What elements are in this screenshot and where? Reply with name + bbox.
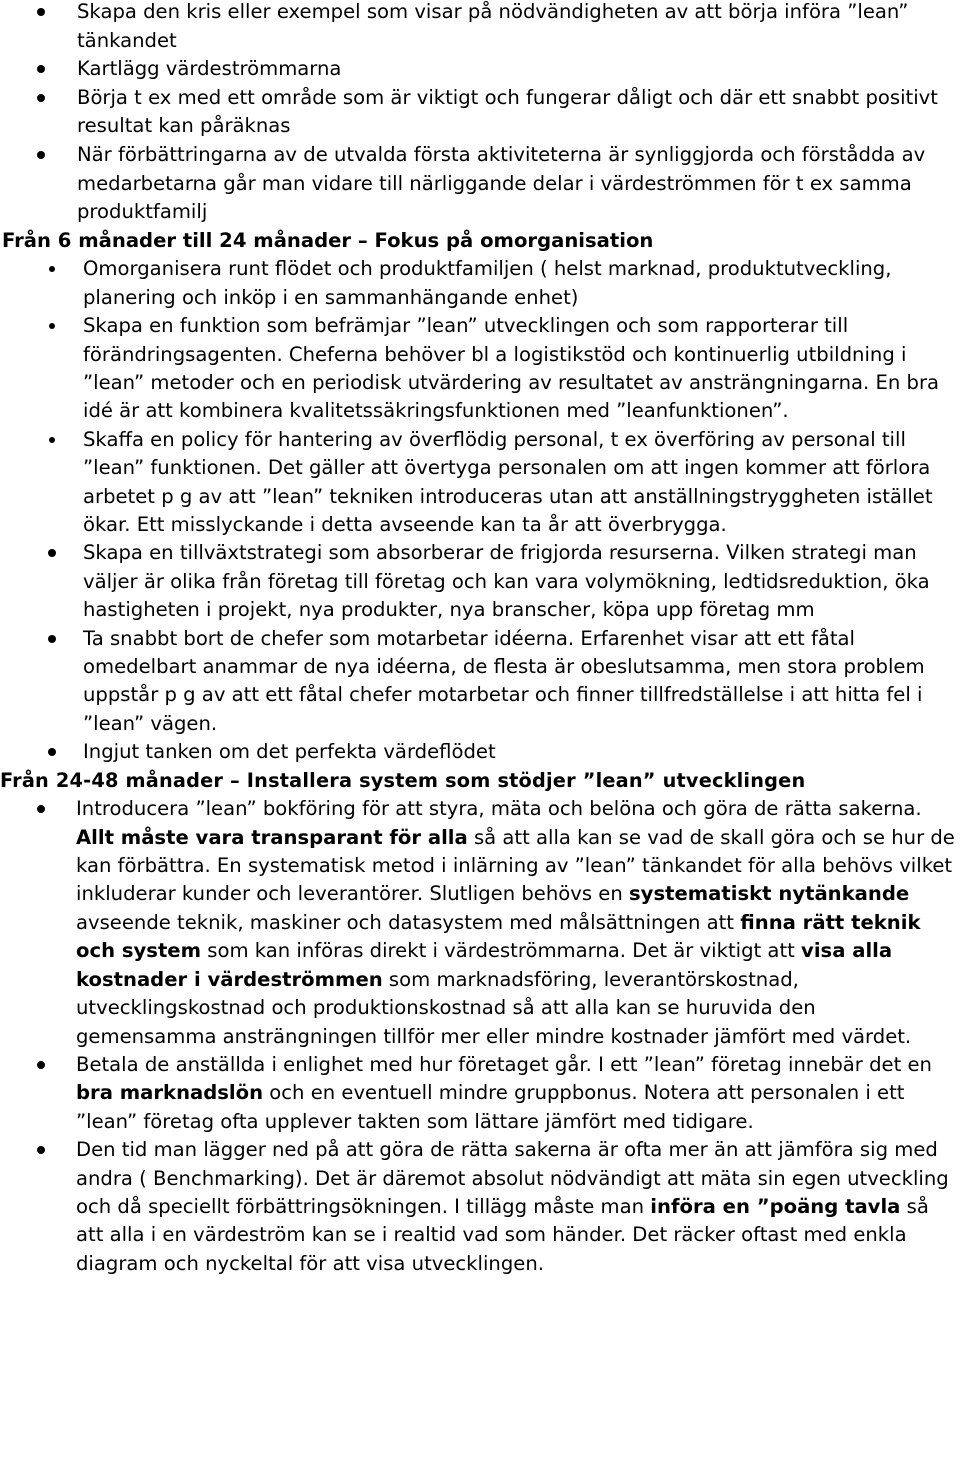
emphasis-text: finna rätt teknik och system: [76, 910, 921, 963]
section-heading-24-48: Från 24-48 månader – Installera system som stödjer ”lean” utvecklingen: [0, 768, 806, 792]
emphasis-text: visa alla kostnader i värdeströmmen: [76, 939, 893, 991]
body-text: Den tid man lägger ned på att göra de rätta sakerna är ofta mer än att jämföra sig med andra ( Benchmarking). Det är däremot absolut nödvändigt att mäta sin egen utveckling och då speciellt förbättringsökningen. I tillägg måste man: [76, 1138, 949, 1218]
body-text: Introducera ”lean” bokföring för att styra, mäta och belöna och göra de rätta sakerna.: [76, 797, 922, 821]
body-text: avseende teknik, maskiner och datasystem med målsättningen att: [76, 910, 741, 934]
emphasis-text: systematiskt nytänkande: [629, 882, 910, 906]
list-item: Skapa en funktion som befrämjar ”lean” utvecklingen och som rapporterar till förändringsagenten. Cheferna behöver bl a logistikstöd och kontinuerlig utbildning i ”lean” metoder och en periodisk utvärdering av resultatet av ansträngningarna. En bra idé är att kombinera kvalitetssäkringsfunktionen med ”leanfunktionen”.: [0, 312, 960, 426]
body-text: och en eventuell mindre gruppbonus. Notera att personalen i ett ”lean” företag ofta upplever takten som lättare jämfört med tidigare.: [76, 1081, 905, 1133]
list-item: Kartlägg värdeströmmarna: [0, 55, 960, 84]
list-item: Börja t ex med ett område som är viktigt och fungerar dåligt och där ett snabbt positivt resultat kan påräknas: [0, 84, 960, 141]
emphasis-text: införa en ”poäng tavla: [650, 1194, 901, 1218]
list-item: [0, 795, 960, 1051]
reorganisation-bullet-list: [0, 255, 960, 766]
list-item: Skapa en tillväxtstrategi som absorberar de frigjorda resurserna. Vilken strategi man väljer är olika från företag till företag och kan vara volymökning, ledtidsreduktion, öka hastigheten i projekt, nya produkter, nya branscher, köpa upp företag mm: [0, 539, 960, 624]
intro-bullet-list: [0, 0, 960, 227]
list-item: När förbättringarna av de utvalda första aktiviteterna är synliggjorda och förstådda av medarbetarna går man vidare till närliggande delar i värdeströmmen för t ex samma produktfamilj: [0, 141, 960, 227]
body-text: som kan införas direkt i värdeströmmarna. Det är viktigt att: [201, 939, 802, 963]
systems-bullet-list: [0, 795, 960, 1278]
list-item: Ta snabbt bort de chefer som motarbetar idéerna. Erfarenhet visar att ett fåtal omedelbart anammar de nya idéerna, de flesta är obeslutsamma, men stora problem uppstår p g av att ett fåtal chefer motarbetar och finner tillfredställelse i att hitta fel i ”lean” vägen.: [0, 625, 960, 739]
body-text: som marknadsföring, leverantörskostnad, utvecklingskostnad och produktionskostnad så att alla kan se huruvida den gemensamma ansträngningen tillför mer eller mindre kostnader jämfört med värdet.: [76, 967, 912, 1048]
list-item: Ingjut tanken om det perfekta värdeflödet: [0, 738, 960, 766]
body-text: Betala de anställda i enlighet med hur företaget går. I ett ”lean” företag innebär det en: [76, 1052, 932, 1076]
emphasis-text: bra marknadslön: [76, 1081, 264, 1105]
body-text: så att alla i en värdeström kan se i realtid vad som händer. Det räcker oftast med enkla diagram och nyckeltal för att visa utvecklingen.: [76, 1194, 929, 1275]
list-item: Omorganisera runt flödet och produktfamiljen ( helst marknad, produktutveckling, planering och inköp i en sammanhängande enhet): [0, 255, 960, 312]
list-item: [0, 1136, 960, 1278]
list-item: Skaffa en policy för hantering av överflödig personal, t ex överföring av personal till ”lean” funktionen. Det gäller att övertyga personalen om att ingen kommer att förlora arbetet p g av att ”lean” tekniken introduceras utan att anställningstryggheten istället ökar. Ett misslyckande i detta avseende kan ta år att överbrygga.: [0, 426, 960, 540]
body-text: så att alla kan se vad de skall göra och se hur de kan förbättra. En systematisk metod i inlärning av ”lean” tänkandet för alla behövs vilket inkluderar kunder och leverantörer. Slutligen behövs en: [76, 825, 955, 906]
list-item: Skapa den kris eller exempel som visar på nödvändigheten av att börja införa ”lean” tänkandet: [0, 0, 960, 55]
list-item: [0, 1051, 960, 1136]
emphasis-text: Allt måste vara transparant för alla: [76, 825, 468, 849]
section-heading-6-24: Från 6 månader till 24 månader – Fokus på omorganisation: [2, 228, 654, 252]
